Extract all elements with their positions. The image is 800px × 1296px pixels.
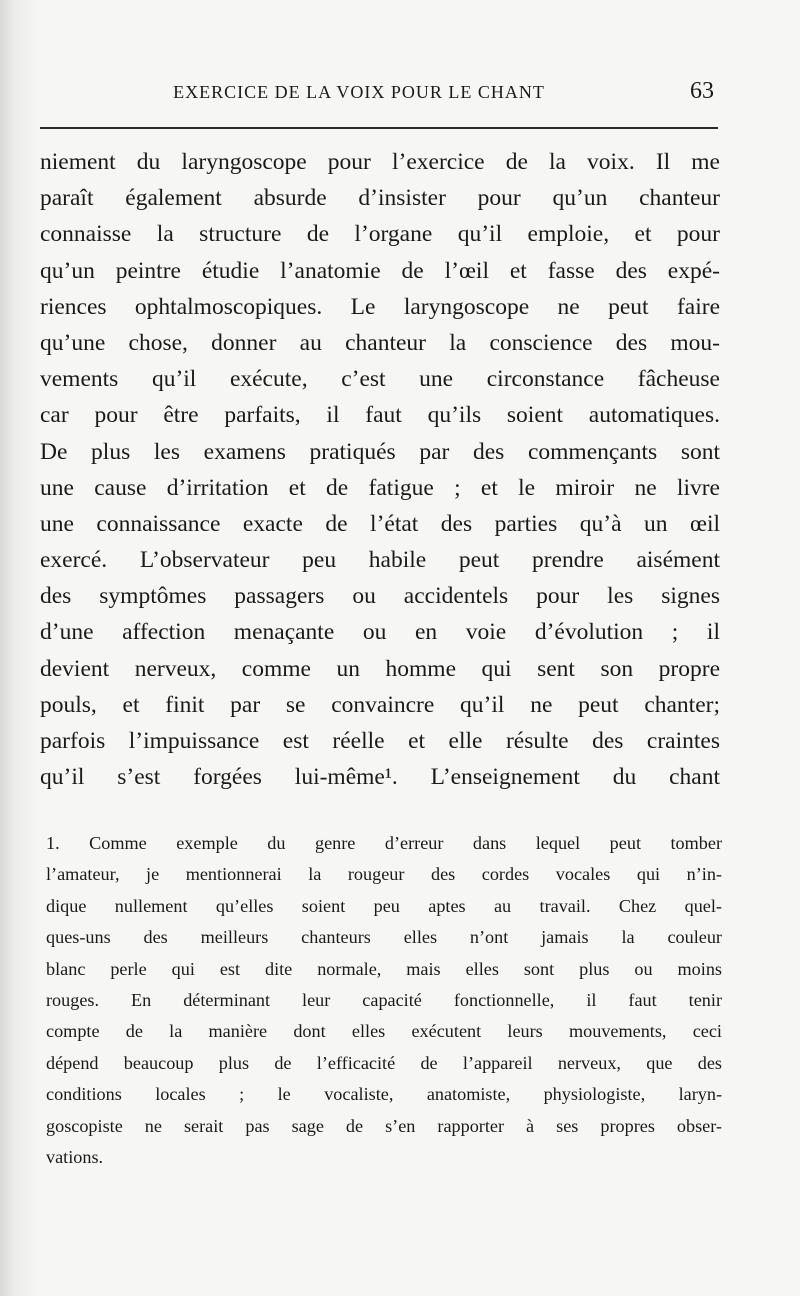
footnote-line: blanc perle qui est dite normale, mais elles sont plus ou moins [46,958,722,979]
body-line: d’une affection menaçante ou en voie d’évolution ; il [40,619,720,646]
body-line: pouls, et finit par se convaincre qu’il ne peut chanter; [40,691,720,718]
body-line: De plus les examens pratiqués par des commençants sont [40,438,720,465]
body-line: qu’il s’est forgées lui-même¹. L’enseignement du chant [40,764,720,791]
footnote-line: vations. [46,1146,104,1167]
footnote-line: conditions locales ; le vocaliste, anatomiste, physiologiste, laryn- [46,1084,722,1105]
footnote-line: ques-uns des meilleurs chanteurs elles n’ont jamais la couleur [46,927,722,948]
running-head [40,78,718,108]
page-number: 63 [690,78,714,104]
body-line: exercé. L’observateur peu habile peut prendre aisément [40,547,720,574]
body-line: paraît également absurde d’insister pour qu’un chanteur [40,185,720,212]
body-line: niement du laryngoscope pour l’exercice de la voix. Il me [40,149,720,175]
footnote-line: compte de la manière dont elles exécutent leurs mouvements, ceci [46,1021,722,1042]
footnote-line: l’amateur, je mentionnerai la rougeur des cordes vocales qui n’in- [46,864,722,885]
body-line: riences ophtalmoscopiques. Le laryngoscope ne peut faire [40,293,720,320]
body-line: parfois l’impuissance est réelle et elle résulte des craintes [40,728,720,754]
header-rule [40,127,718,129]
footnote-line: dépend beaucoup plus de l’efficacité de l’appareil nerveux, que des [46,1052,722,1073]
footnote-line: dique nullement qu’elles soient peu aptes au travail. Chez quel- [46,895,722,916]
body-line: une cause d’irritation et de fatigue ; et le miroir ne livre [40,474,720,501]
body-line: connaisse la structure de l’organe qu’il emploie, et pour [40,221,720,248]
body-line: devient nerveux, comme un homme qui sent son propre [40,655,720,682]
footnote [46,828,722,1173]
footnote-line: goscopiste ne serait pas sage de s’en rapporter à ses propres obser- [46,1115,722,1136]
body-line: car pour être parfaits, il faut qu’ils soient automatiques. [40,402,720,429]
body-line: des symptômes passagers ou accidentels pour les signes [40,583,720,610]
running-title: EXERCICE DE LA VOIX POUR LE CHANT [173,82,545,102]
body-line: vements qu’il exécute, c’est une circonstance fâcheuse [40,366,720,393]
footnote-line: rouges. En déterminant leur capacité fonctionnelle, il faut tenir [46,989,722,1010]
body-line: une connaissance exacte de l’état des parties qu’à un œil [40,510,720,537]
body-text [40,144,720,795]
body-line: qu’un peintre étudie l’anatomie de l’œil et fasse des expé- [40,257,720,284]
body-line: qu’une chose, donner au chanteur la conscience des mou- [40,329,720,356]
footnote-line: 1. Comme exemple du genre d’erreur dans lequel peut tomber [46,833,722,853]
